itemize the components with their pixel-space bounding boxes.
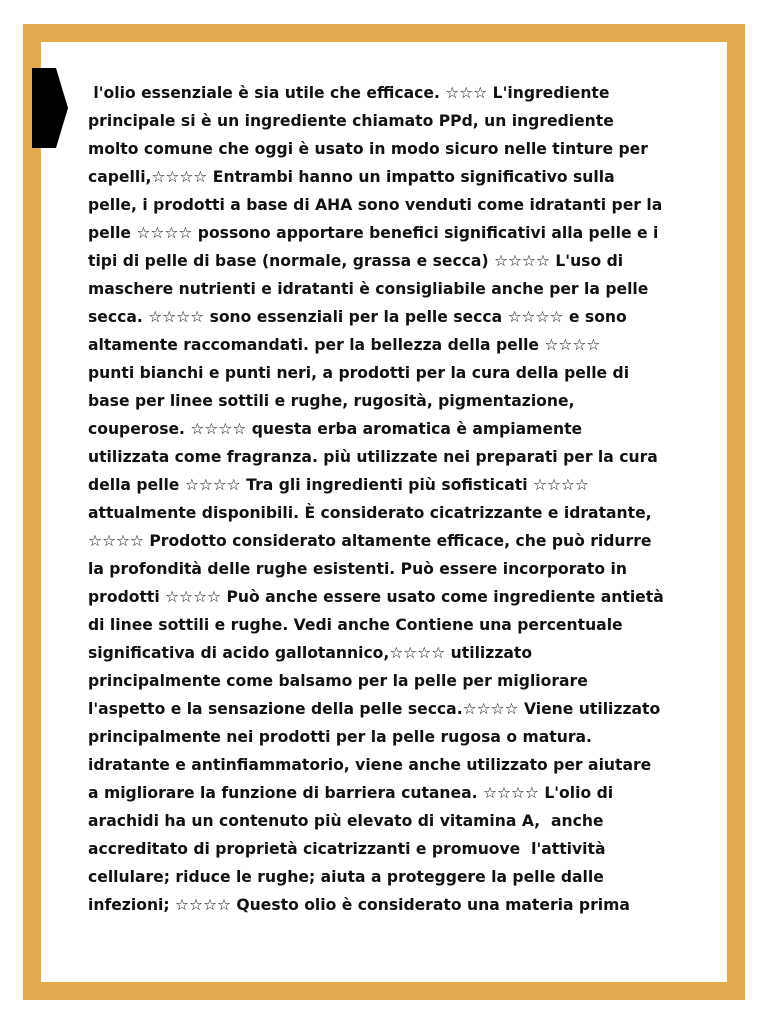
- text-line: attualmente disponibili. È considerato cicatrizzante e idratante,: [88, 504, 652, 522]
- text-line: idratante e antinfiammatorio, viene anche utilizzato per aiutare: [88, 756, 652, 774]
- text-line: utilizzata come fragranza. più utilizzate nei preparati per la cura: [88, 448, 658, 466]
- text-line: principalmente come balsamo per la pelle per migliorare: [88, 672, 588, 690]
- body-text: [88, 79, 688, 919]
- text-line: accreditato di proprietà cicatrizzanti e promuove l'attività: [88, 840, 606, 858]
- text-line: tipi di pelle di base (normale, grassa e secca) ☆☆☆☆ L'uso di: [88, 252, 624, 270]
- text-line: a migliorare la funzione di barriera cutanea. ☆☆☆☆ L'olio di: [88, 784, 614, 802]
- text-line: della pelle ☆☆☆☆ Tra gli ingredienti più sofisticati ☆☆☆☆: [88, 476, 589, 494]
- text-line: di linee sottili e rughe. Vedi anche Contiene una percentuale: [88, 616, 623, 634]
- text-line: principalmente nei prodotti per la pelle rugosa o matura.: [88, 728, 592, 746]
- text-line: l'olio essenziale è sia utile che efficace. ☆☆☆ L'ingrediente: [88, 84, 610, 102]
- text-line: base per linee sottili e rughe, rugosità, pigmentazione,: [88, 392, 575, 410]
- text-line: cellulare; riduce le rughe; aiuta a proteggere la pelle dalle: [88, 868, 604, 886]
- text-line: pelle, i prodotti a base di AHA sono venduti come idratanti per la: [88, 196, 663, 214]
- text-line: ☆☆☆☆ Prodotto considerato altamente efficace, che può ridurre: [88, 532, 652, 550]
- text-line: infezioni; ☆☆☆☆ Questo olio è considerato una materia prima: [88, 896, 630, 914]
- text-line: molto comune che oggi è usato in modo sicuro nelle tinture per: [88, 140, 648, 158]
- text-line: significativa di acido gallotannico,☆☆☆☆ utilizzato: [88, 644, 533, 662]
- text-line: principale si è un ingrediente chiamato PPd, un ingrediente: [88, 112, 614, 130]
- text-line: arachidi ha un contenuto più elevato di vitamina A, anche: [88, 812, 604, 830]
- text-line: altamente raccomandati. per la bellezza della pelle ☆☆☆☆: [88, 336, 601, 354]
- pentagon-marker-icon: [32, 68, 68, 148]
- text-line: punti bianchi e punti neri, a prodotti per la cura della pelle di: [88, 364, 630, 382]
- text-line: prodotti ☆☆☆☆ Può anche essere usato come ingrediente antietà: [88, 588, 664, 606]
- text-line: couperose. ☆☆☆☆ questa erba aromatica è ampiamente: [88, 420, 583, 438]
- text-line: secca. ☆☆☆☆ sono essenziali per la pelle secca ☆☆☆☆ e sono: [88, 308, 627, 326]
- text-line: capelli,☆☆☆☆ Entrambi hanno un impatto significativo sulla: [88, 168, 615, 186]
- text-line: pelle ☆☆☆☆ possono apportare benefici significativi alla pelle e i: [88, 224, 659, 242]
- text-line: la profondità delle rughe esistenti. Può essere incorporato in: [88, 560, 627, 578]
- text-line: maschere nutrienti e idratanti è consigliabile anche per la pelle: [88, 280, 649, 298]
- text-line: l'aspetto e la sensazione della pelle secca.☆☆☆☆ Viene utilizzato: [88, 700, 661, 718]
